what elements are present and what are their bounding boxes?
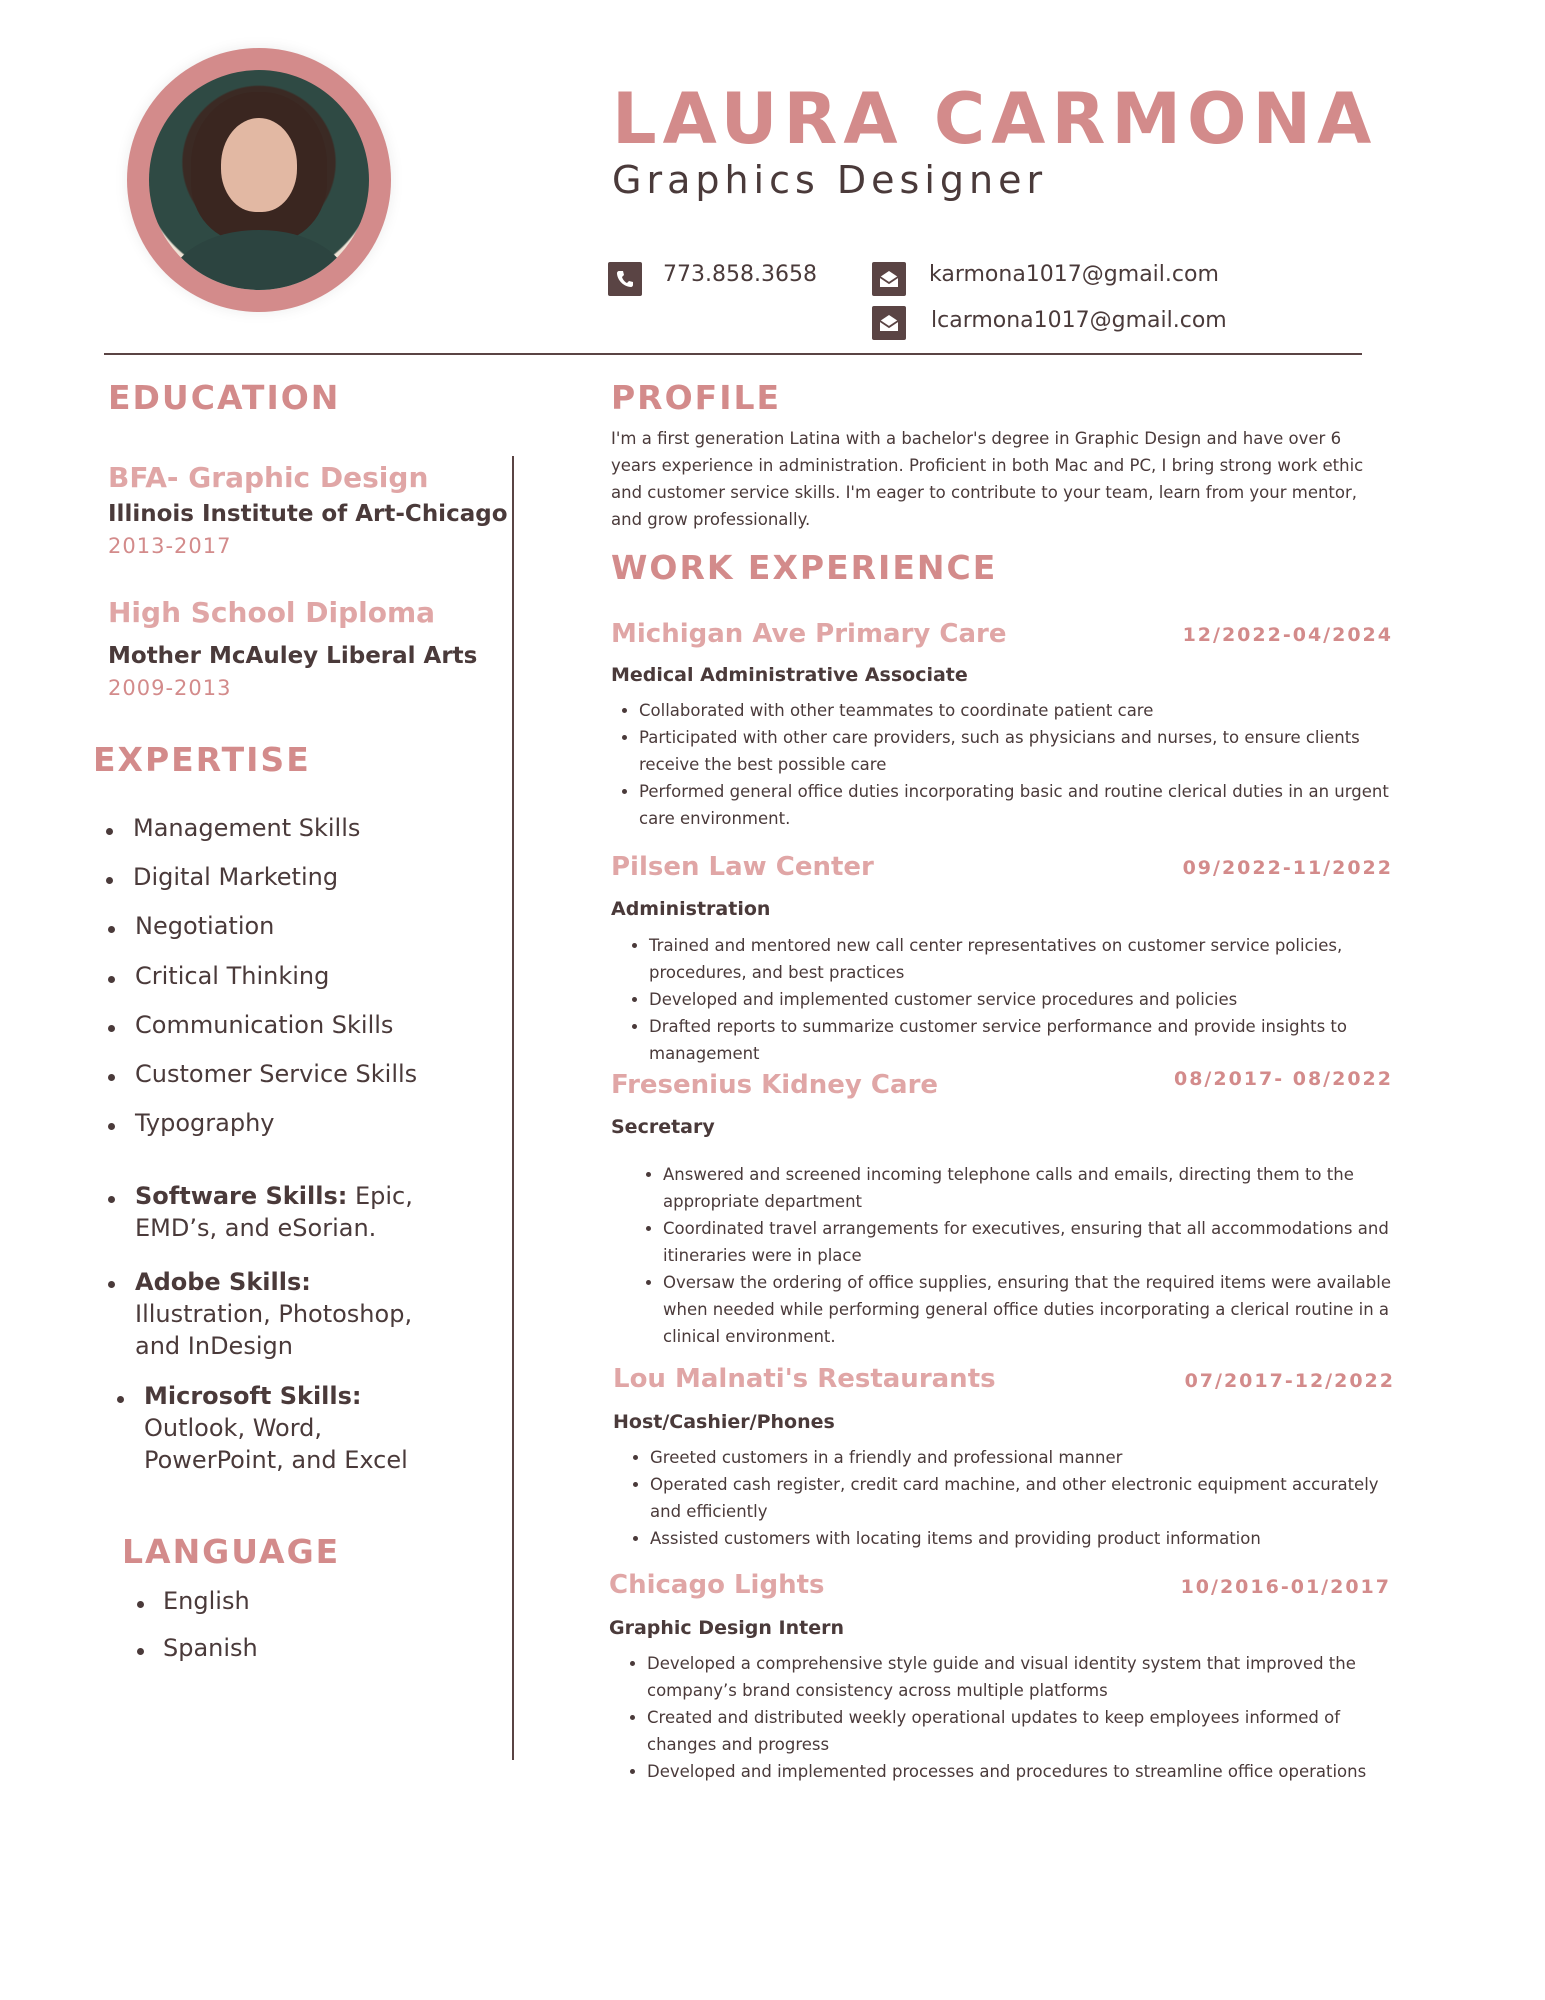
microsoft-skills [144,1380,408,1476]
adobe-skills [135,1266,412,1362]
job-role: Secretary [611,1116,715,1138]
bullet-icon [108,1196,115,1203]
list-item: Communication Skills [135,1011,394,1039]
bullet-icon [106,877,113,884]
bullet-icon [108,1123,115,1130]
language-item: English [163,1587,250,1615]
candidate-name: LAURA CARMONA [612,78,1378,160]
job-company: Lou Malnati's Restaurants [613,1364,996,1394]
list-item: Negotiation [135,912,275,940]
bullet-icon [137,1601,144,1608]
profile-line: I'm a first generation Latina with a bachelor's degree in Graphic Design and have over 6 [611,429,1342,448]
education-heading: EDUCATION [108,378,341,417]
education-degree: BFA- Graphic Design [108,461,429,494]
profile-line: and customer service skills. I'm eager to contribute to your team, learn from your mentor, [611,483,1358,502]
list-item: Management Skills [133,814,361,842]
bullet-icon [108,1074,115,1081]
education-school: Mother McAuley Liberal Arts [108,643,478,669]
email-primary[interactable]: karmona1017@gmail.com [929,262,1219,287]
work-experience-heading: WORK EXPERIENCE [611,548,998,587]
language-item: Spanish [163,1634,258,1662]
adobe-skills-text: Illustration, Photoshop, [135,1300,413,1328]
header-divider [104,353,1362,355]
list-item: • Operated cash register, credit card machine, and other electronic equipment accurately and efficiently [650,1471,1392,1525]
education-school: Illinois Institute of Art-Chicago [108,501,508,527]
job-dates: 07/2017-12/2022 [1184,1370,1395,1392]
profile-photo [149,70,369,290]
list-item: Customer Service Skills [135,1060,418,1088]
job-dates: 12/2022-04/2024 [1182,624,1393,646]
email-secondary[interactable]: lcarmona1017@gmail.com [931,308,1227,333]
job-dates: 08/2017- 08/2022 [1173,1068,1393,1090]
job-duties [621,932,1391,1067]
list-item: Digital Marketing [133,863,339,891]
profile-photo-frame [127,48,391,312]
envelope-icon [872,262,906,296]
list-item: • Answered and screened incoming telephone calls and emails, directing them to the appropriate department [663,1161,1391,1215]
language-heading: LANGUAGE [122,1532,341,1571]
adobe-skills-label: Adobe Skills: [135,1268,311,1296]
profile-line: years experience in administration. Proficient in both Mac and PC, I bring strong work ethic [611,456,1364,475]
expertise-heading: EXPERTISE [93,740,311,779]
job-company: Fresenius Kidney Care [611,1070,939,1100]
list-item: • Developed and implemented processes and procedures to streamline office operations [647,1758,1394,1785]
phone-icon [608,262,642,296]
profile-line: and grow professionally. [611,510,811,529]
software-skills-label: Software Skills: [135,1182,348,1210]
list-item: • Assisted customers with locating items and providing product information [650,1525,1392,1552]
list-item: • Coordinated travel arrangements for executives, ensuring that all accommodations and itineraries were in place [663,1215,1391,1269]
job-duties [635,1161,1391,1350]
list-item: • Developed a comprehensive style guide and visual identity system that improved the company’s brand consistency across multiple platforms [647,1650,1394,1704]
list-item: • Trained and mentored new call center representatives on customer service policies, procedures, and best practices [649,932,1391,986]
education-years: 2009-2013 [108,676,232,700]
job-company: Chicago Lights [609,1570,825,1600]
job-role: Host/Cashier/Phones [613,1411,835,1433]
job-dates: 09/2022-11/2022 [1182,857,1393,879]
bullet-icon [108,926,115,933]
list-item: • Participated with other care providers, such as physicians and nurses, to ensure clients receive the best possible care [639,724,1391,778]
software-skills-text: Epic, [347,1182,413,1210]
job-role: Graphic Design Intern [609,1617,844,1639]
job-duties [622,1444,1392,1552]
profile-summary [611,425,1401,533]
job-dates: 10/2016-01/2017 [1180,1576,1391,1598]
column-divider [512,456,514,1760]
profile-heading: PROFILE [611,378,782,417]
bullet-icon [137,1648,144,1655]
education-years: 2013-2017 [108,534,232,558]
job-company: Pilsen Law Center [611,852,874,882]
list-item: • Greeted customers in a friendly and professional manner [650,1444,1392,1471]
microsoft-skills-text: PowerPoint, and Excel [144,1446,408,1474]
job-duties [619,1650,1394,1785]
bullet-icon [117,1396,124,1403]
list-item: • Performed general office duties incorporating basic and routine clerical duties in an urgent care environment. [639,778,1391,832]
list-item: • Developed and implemented customer service procedures and policies [649,986,1391,1013]
job-role: Medical Administrative Associate [611,664,968,686]
software-skills-text: EMD’s, and eSorian. [135,1214,377,1242]
phone-number[interactable]: 773.858.3658 [663,262,817,287]
list-item: • Drafted reports to summarize customer service performance and provide insights to management [649,1013,1391,1067]
education-degree: High School Diploma [108,596,436,629]
list-item: • Created and distributed weekly operational updates to keep employees informed of changes and progress [647,1704,1394,1758]
list-item: • Collaborated with other teammates to coordinate patient care [639,697,1391,724]
envelope-icon [872,306,906,340]
bullet-icon [108,1025,115,1032]
bullet-icon [106,828,113,835]
bullet-icon [108,976,115,983]
list-item: Critical Thinking [135,962,330,990]
microsoft-skills-label: Microsoft Skills: [144,1382,362,1410]
list-item: Typography [135,1109,275,1137]
job-company: Michigan Ave Primary Care [611,619,1007,649]
microsoft-skills-text: Outlook, Word, [144,1414,323,1442]
software-skills [135,1180,413,1244]
adobe-skills-text: and InDesign [135,1332,293,1360]
job-title: Graphics Designer [612,158,1048,202]
bullet-icon [108,1281,115,1288]
job-role: Administration [611,898,771,920]
list-item: • Oversaw the ordering of office supplies, ensuring that the required items were available when needed while performing general office duties incorporating a clerical routine in a clinical environment. [663,1269,1391,1350]
job-duties [611,697,1391,832]
